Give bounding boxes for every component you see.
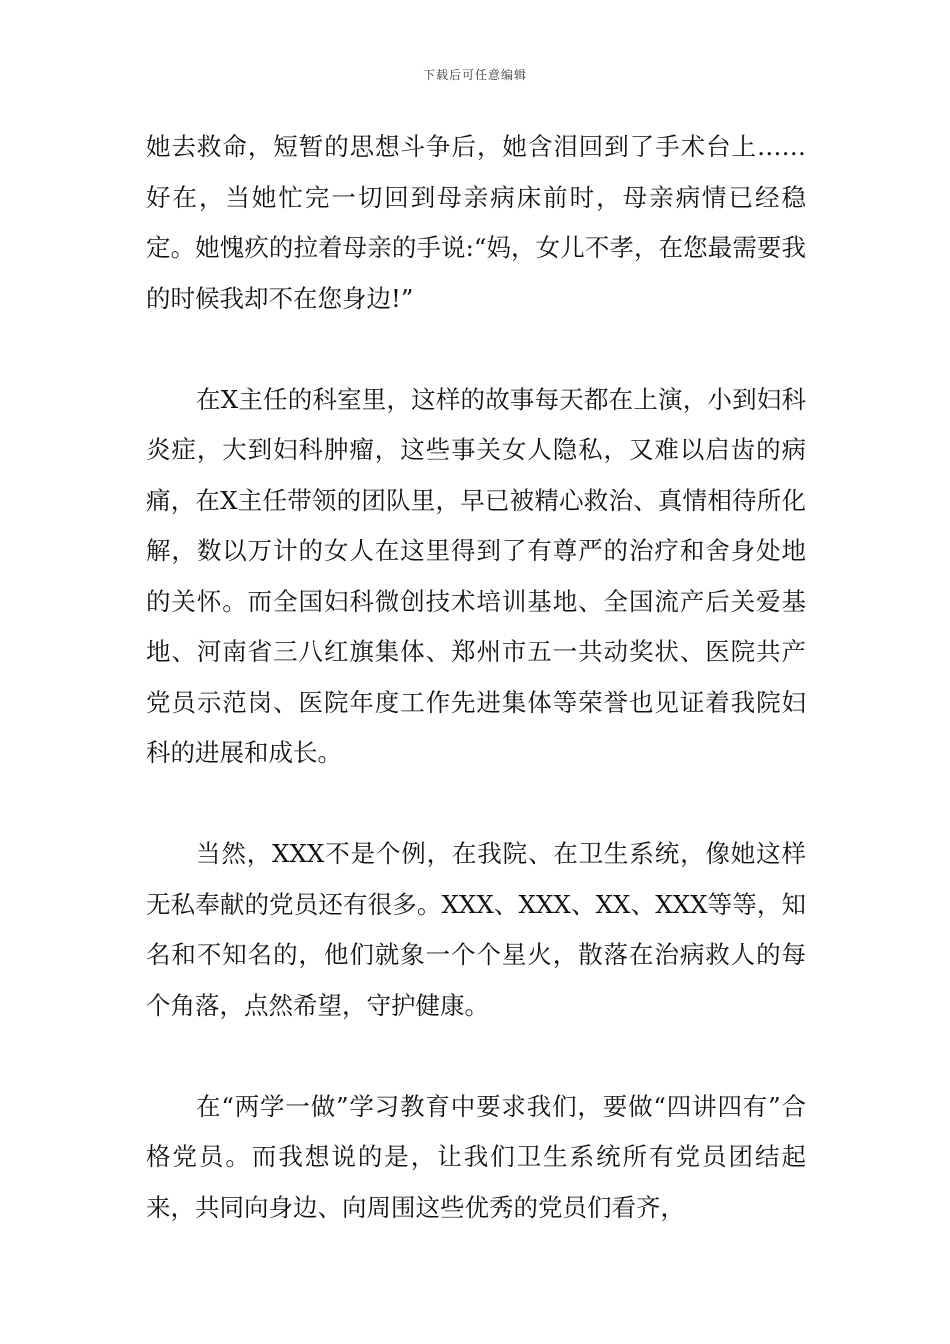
paragraph-3: 当然，XXX不是个例，在我院、在卫生系统，像她这样无私奉献的党员还有很多。XXX、XXX、XX、XXX等等，知名和不知名的，他们就象一个个星火，散落在治病救人的每个角落，点然希望，守护健康。 (146, 839, 806, 1020)
paragraph-2: 在X主任的科室里，这样的故事每天都在上演，小到妇科炎症，大到妇科肿瘤，这些事关女人隐私，又难以启齿的病痛，在X主任带领的团队里，早已被精心救治、真情相待所化解，数以万计的女人在这里得到了有尊严的治疗和舍身处地的关怀。而全国妇科微创技术培训基地、全国流产后关爱基地、河南省三八红旗集体、郑州市五一共动奖状、医院共产党员示范岗、医院年度工作先进集体等荣誉也见证着我院妇科的进展和成长。 (146, 384, 806, 767)
paragraph-4: 在“两学一做”学习教育中要求我们，要做“四讲四有”合格党员。而我想说的是，让我们卫生系统所有党员团结起来，共同向身边、向周围这些优秀的党员们看齐， (146, 1091, 806, 1222)
page-header-note: 下载后可任意编辑 (422, 68, 527, 82)
document-body (146, 122, 806, 1233)
paragraph-spacer (146, 1031, 806, 1082)
paragraph-1: 她去救命，短暂的思想斗争后，她含泪回到了手术台上……好在，当她忙完一切回到母亲病床前时，母亲病情已经稳定。她愧疚的拉着母亲的手说:“妈，女儿不孝，在您最需要我的时候我却不在您身边!” (146, 132, 806, 313)
paragraph-spacer (146, 779, 806, 830)
paragraph-spacer (146, 324, 806, 375)
